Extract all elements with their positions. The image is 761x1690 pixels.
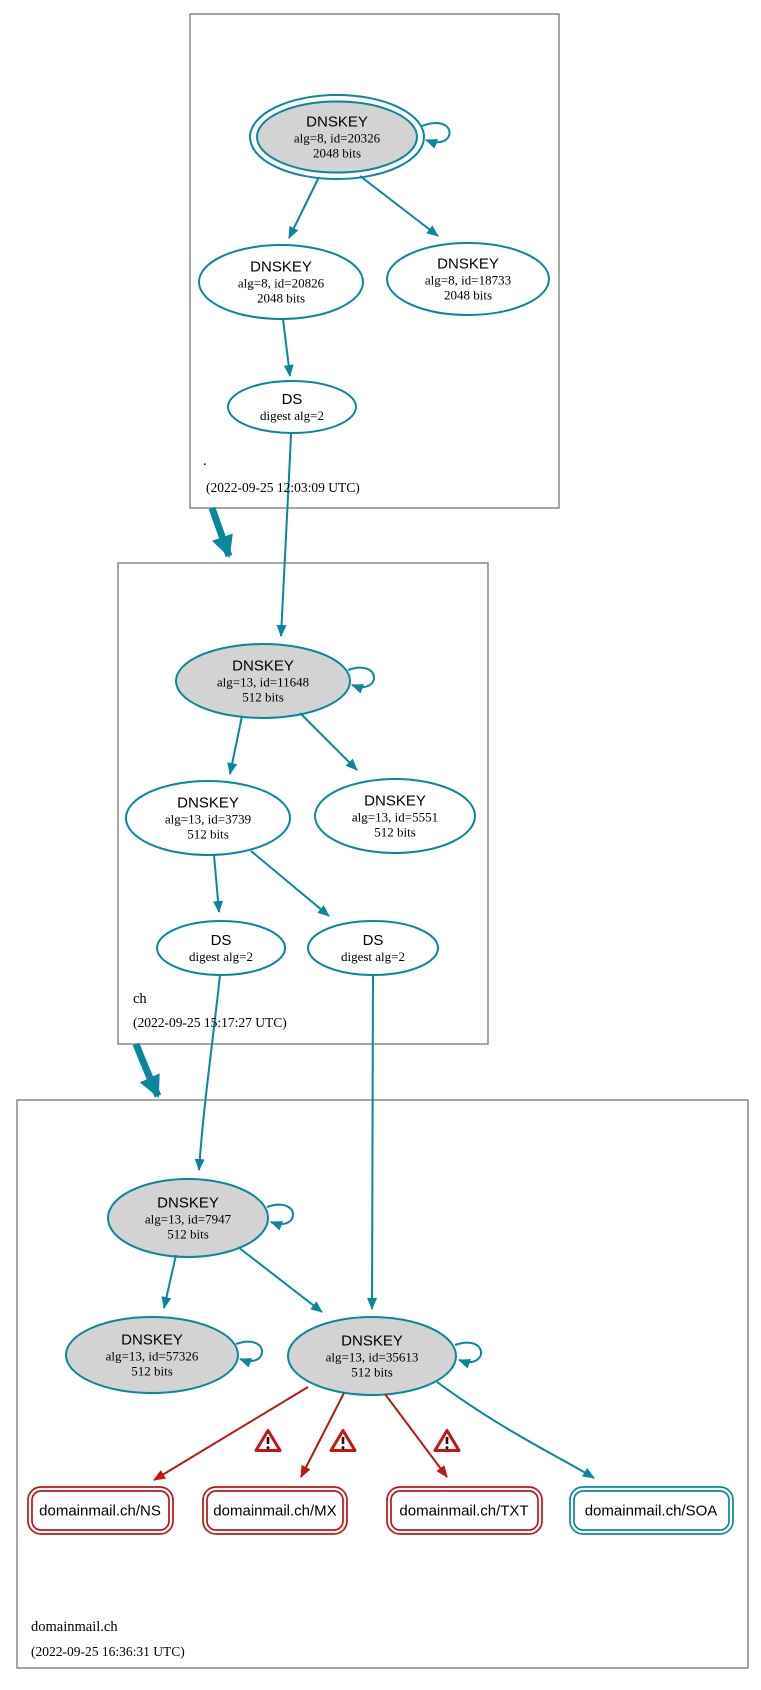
edge-ch-ksk-to-zsk1 (230, 716, 242, 774)
edge-ch-zsk1-to-ds1 (214, 855, 219, 912)
warning-icon[interactable] (256, 1431, 280, 1451)
node-detail: alg=13, id=7947 (144, 1211, 232, 1227)
edge-dm-ksk-to-zsk1 (164, 1255, 176, 1308)
edge-root-ds-to-ch-ksk (281, 434, 291, 636)
rrset-ns-label: domainmail.ch/NS (39, 1502, 161, 1520)
node-type: DNSKEY (157, 1194, 219, 1212)
dnskey-5551-node[interactable] (315, 779, 475, 853)
node-type: DS (281, 391, 303, 408)
node-bits: 2048 bits (443, 287, 493, 303)
node-type: DNSKEY (437, 255, 499, 273)
dnskey-35613-node[interactable] (288, 1317, 456, 1395)
edge-ch-ksk-to-zsk2 (300, 713, 357, 770)
zone-timestamp-ch: (2022-09-25 15:17:27 UTC) (133, 1015, 287, 1030)
dnskey-20326-node[interactable] (250, 95, 424, 179)
dnskey-18733-node[interactable] (387, 243, 549, 315)
edge-dm-ksk-self-sign (267, 1205, 293, 1224)
node-type: DNSKEY (364, 792, 426, 810)
edge-dm-ksk-to-zsk2 (238, 1247, 322, 1312)
node-bits: 512 bits (374, 824, 416, 840)
node-bits: 512 bits (167, 1226, 209, 1242)
node-bits: 512 bits (131, 1363, 173, 1379)
edge-dm-zsk2-to-ns-bogus (154, 1387, 308, 1480)
node-detail: alg=8, id=20826 (237, 275, 325, 291)
node-detail: digest alg=2 (340, 949, 406, 964)
zone-timestamp-domainmail: (2022-09-25 16:36:31 UTC) (31, 1644, 185, 1659)
dnskey-11648-node[interactable] (176, 644, 350, 718)
rrset-mx-node[interactable] (203, 1487, 347, 1534)
warning-icon[interactable] (331, 1431, 355, 1451)
node-bits: 512 bits (242, 689, 284, 705)
node-type: DNSKEY (177, 794, 239, 812)
zone-timestamp-root: (2022-09-25 12:03:09 UTC) (206, 480, 360, 495)
ds-root-node[interactable] (228, 381, 356, 433)
edge-dm-zsk2-to-mx-bogus (301, 1393, 344, 1477)
node-type: DNSKEY (341, 1332, 403, 1350)
node-type: DS (210, 932, 232, 949)
edge-dm-zsk2-to-txt-bogus (385, 1394, 447, 1477)
edge-ch-zsk1-to-ds2 (251, 851, 329, 916)
rrset-soa-label: domainmail.ch/SOA (584, 1502, 718, 1520)
node-detail: alg=13, id=57326 (105, 1348, 199, 1364)
ds-ch-2-node[interactable] (308, 921, 438, 975)
node-detail: digest alg=2 (188, 949, 254, 964)
node-type: DNSKEY (306, 113, 368, 131)
node-type: DNSKEY (250, 258, 312, 276)
rrset-mx-label: domainmail.ch/MX (213, 1502, 337, 1520)
rrset-txt-label: domainmail.ch/TXT (399, 1502, 529, 1520)
node-detail: digest alg=2 (259, 408, 325, 423)
edge-root-ksk-to-zsk2 (360, 176, 438, 236)
dnskey-20826-node[interactable] (199, 245, 363, 319)
node-detail: alg=13, id=35613 (325, 1349, 419, 1365)
edge-root-to-ch-delegation (212, 508, 229, 556)
node-detail: alg=8, id=20326 (293, 130, 381, 146)
edge-dm-zsk1-self-sign (236, 1342, 262, 1361)
node-bits: 2048 bits (256, 290, 306, 306)
node-bits: 2048 bits (312, 145, 362, 161)
node-type: DS (362, 932, 384, 949)
node-bits: 512 bits (187, 826, 229, 842)
node-type: DNSKEY (121, 1331, 183, 1349)
edge-ch-ds1-to-dm-ksk (199, 975, 220, 1170)
dnskey-57326-node[interactable] (66, 1317, 238, 1393)
node-detail: alg=13, id=11648 (216, 674, 310, 690)
node-bits: 512 bits (351, 1364, 393, 1380)
edge-root-ksk-to-zsk1 (289, 177, 319, 238)
edge-root-ksk-self-sign (422, 123, 450, 142)
node-detail: alg=13, id=5551 (351, 809, 439, 825)
dnskey-7947-node[interactable] (108, 1179, 268, 1257)
zone-name-domainmail: domainmail.ch (31, 1619, 118, 1635)
ds-ch-1-node[interactable] (157, 921, 285, 975)
warning-icon[interactable] (435, 1431, 459, 1451)
edge-dm-zsk2-self-sign (455, 1343, 481, 1362)
rrset-soa-node[interactable] (570, 1487, 733, 1534)
node-type: DNSKEY (232, 657, 294, 675)
edge-root-zsk1-to-ds (283, 319, 290, 376)
edge-ch-to-dm-delegation (136, 1044, 158, 1096)
rrset-ns-node[interactable] (28, 1487, 173, 1534)
edge-ch-ds2-to-dm-zsk2 (372, 975, 373, 1309)
rrset-txt-node[interactable] (387, 1487, 542, 1534)
node-detail: alg=8, id=18733 (424, 272, 512, 288)
node-detail: alg=13, id=3739 (164, 811, 252, 827)
edge-ch-ksk-self-sign (348, 668, 374, 687)
zone-name-ch: ch (133, 991, 147, 1007)
zone-name-root: . (203, 453, 207, 469)
edge-dm-zsk2-to-soa-secure (437, 1382, 594, 1478)
dnskey-3739-node[interactable] (126, 781, 290, 855)
